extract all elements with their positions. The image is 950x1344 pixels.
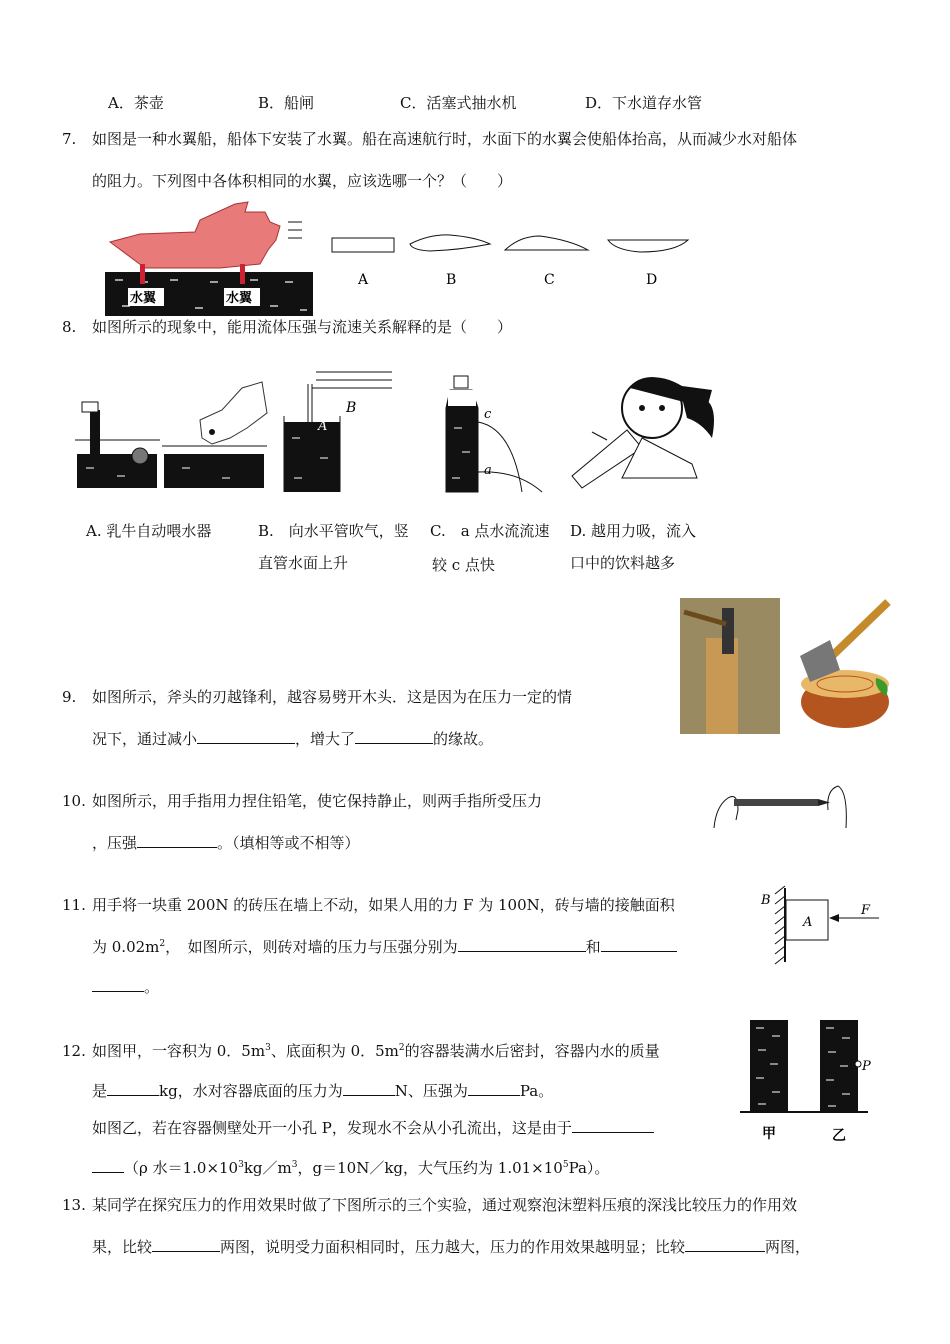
- q10-text1: 如图所示，用手指用力捏住铅笔，使它保持静止，则两手指所受压力: [92, 792, 543, 810]
- q11-blank-2b[interactable]: [92, 977, 144, 992]
- q12-blank-1[interactable]: [107, 1081, 159, 1096]
- q7-text1: 如图是一种水翼船，船体下安装了水翼。船在高速航行时，水面下的水翼会使船体抬高，从而减少水对船体: [92, 130, 798, 148]
- boat-hull: [110, 202, 280, 268]
- q12-sup1: 3: [265, 1043, 271, 1053]
- q7-line1: [62, 128, 797, 149]
- q12-blank-4b[interactable]: [92, 1158, 124, 1173]
- q12-text2b: kg，水对容器底面的压力为: [159, 1082, 343, 1100]
- label-yi: 乙: [832, 1128, 846, 1144]
- q12-text2d: Pa。: [519, 1082, 554, 1100]
- q11-text1: 用手将一块重 200N 的砖压在墙上不动，如果人用的力 F 为 100N，砖与墙的接触面积: [92, 896, 675, 914]
- q13-number: 13.: [62, 1196, 86, 1214]
- q9-blank-1[interactable]: [197, 729, 295, 744]
- q12-text4b: kg／m: [243, 1159, 292, 1177]
- q13-blank-1[interactable]: [152, 1237, 220, 1252]
- q9-text1: 如图所示，斧头的刃越锋利，越容易劈开木头．这是因为在压力一定的情: [92, 688, 573, 706]
- container-jia: [750, 1020, 788, 1112]
- q11-text2b: ， 如图所示，则砖对墙的压力与压强分别为: [165, 938, 458, 956]
- q12-text4c: ，g＝10N／kg，大气压约为 1.01×10: [297, 1159, 563, 1177]
- pencil-icon: [734, 799, 818, 806]
- q6-option-a: A．茶壶: [108, 94, 164, 112]
- q8-caption-d2: 口中的饮料越多: [570, 554, 676, 572]
- containers-figure: [738, 1016, 878, 1148]
- q13-text2a: 果，比较: [92, 1238, 153, 1256]
- foil-b-shape: [410, 235, 490, 251]
- hydrofoil-boat-figure: [100, 200, 700, 318]
- q9-line1: [62, 686, 572, 707]
- wing-label-1: 水翼: [130, 291, 157, 306]
- cow-feeder-figure: [75, 382, 267, 488]
- q9-blank-2[interactable]: [355, 729, 433, 744]
- q12-blank-3[interactable]: [468, 1081, 520, 1096]
- choice-b: B: [446, 272, 457, 288]
- q9-text2a: 况下，通过减小: [92, 730, 198, 748]
- q13-line1: [62, 1194, 797, 1215]
- label-a-tube: A: [318, 419, 328, 434]
- label-jia: 甲: [762, 1126, 776, 1142]
- q12-text4d: Pa）。: [568, 1159, 610, 1177]
- q10-line2: [92, 832, 360, 853]
- q8-number: 8.: [62, 318, 77, 336]
- q8-caption-b1: B. 向水平管吹气，竖: [258, 522, 409, 540]
- q11-text2c: 和: [585, 938, 601, 956]
- q11-number: 11.: [62, 896, 86, 914]
- q13-text1: 某同学在探究压力的作用效果时做了下图所示的三个实验，通过观察泡沫塑料压痕的深浅比较压力的作用效: [92, 1196, 798, 1214]
- q8-caption-b2: 直管水面上升: [258, 554, 349, 572]
- label-a: A: [803, 915, 813, 930]
- q12-text2a: 是: [92, 1082, 108, 1100]
- straw-blow-figure: [284, 372, 392, 492]
- q8-line1: [62, 316, 512, 337]
- q6-option-b: B．船闸: [258, 94, 315, 112]
- label-c: c: [484, 407, 492, 422]
- force-arrow-icon: [829, 914, 839, 922]
- container-yi: [820, 1020, 858, 1112]
- q12-text1c: 的容器装满水后密封，容器内水的质量: [404, 1042, 660, 1060]
- q7-line2: 的阻力。下列图中各体积相同的水翼，应该选哪一个？（ ）: [92, 172, 513, 190]
- q11-line2: [92, 936, 677, 957]
- q6-option-d: D．下水道存水管: [585, 94, 703, 112]
- pencil-fingers-figure: [708, 780, 853, 832]
- wing-label-2: 水翼: [226, 291, 253, 306]
- q8-caption-c2: 较 c 点快: [432, 556, 495, 574]
- axe-icon: [830, 602, 888, 658]
- q12-blank-2[interactable]: [343, 1081, 395, 1096]
- q10-number: 10.: [62, 792, 86, 810]
- q11-text2a: 为 0.02m: [92, 938, 160, 956]
- q10-text2a: ，压强: [92, 834, 138, 852]
- q12-text3: 如图乙，若在容器侧壁处开一小孔 P，发现水不会从小孔流出，这是由于: [92, 1119, 572, 1137]
- q12-text1b: 、底面积为 0．5m: [270, 1042, 399, 1060]
- q8-text1: 如图所示的现象中，能用流体压强与流速关系解释的是（ ）: [92, 318, 513, 336]
- q11-blank-1[interactable]: [458, 937, 586, 952]
- label-f: F: [861, 903, 871, 918]
- q12-sup3: 3: [238, 1160, 244, 1170]
- q9-number: 9.: [62, 688, 77, 706]
- q12-text2c: N、压强为: [394, 1082, 468, 1100]
- q8-caption-a: A. 乳牛自动喂水器: [86, 522, 212, 540]
- axe-photos: [680, 598, 895, 734]
- q12-line3: [92, 1117, 654, 1138]
- q9-line2: [92, 728, 493, 749]
- choice-d: D: [646, 272, 658, 288]
- q12-line1: [62, 1040, 660, 1061]
- label-b: B: [346, 400, 357, 416]
- q12-sup2: 2: [398, 1043, 405, 1053]
- q6-option-c: C．活塞式抽水机: [400, 94, 517, 112]
- q13-text2c: 两图，: [765, 1238, 811, 1256]
- q13-line2: [92, 1236, 810, 1257]
- q7-number: 7.: [62, 130, 77, 148]
- q9-text2b: ，增大了: [295, 730, 356, 748]
- bottle-jets-figure: [446, 376, 542, 492]
- label-b: B: [761, 893, 771, 908]
- hole-p: [855, 1061, 861, 1067]
- q11-sup: 2: [159, 939, 166, 949]
- q11-line3: [92, 976, 159, 997]
- foil-d-shape: [608, 240, 688, 252]
- brick-wall-figure: [755, 884, 890, 966]
- q12-blank-4a[interactable]: [572, 1118, 654, 1133]
- q12-line4: [92, 1157, 609, 1178]
- q12-sup5: 5: [562, 1160, 569, 1170]
- foil-c-shape: [505, 236, 588, 250]
- q8-caption-c1: C. a 点水流流速: [430, 522, 550, 540]
- q12-text4a: （ρ 水＝1.0×10: [124, 1159, 239, 1177]
- choice-c: C: [544, 272, 555, 288]
- foil-strut-1: [140, 264, 145, 284]
- q13-text2b: 两图，说明受力面积相同时，压力越大，压力的作用效果越明显；比较: [220, 1238, 686, 1256]
- q9-text2c: 的缘故。: [433, 730, 494, 748]
- q12-sup4: 3: [291, 1160, 298, 1170]
- q11-text3: 。: [144, 978, 160, 996]
- label-p: P: [862, 1059, 871, 1074]
- q11-line1: [62, 894, 675, 915]
- girl-drinking-figure: [572, 377, 714, 488]
- foil-strut-2: [240, 264, 245, 284]
- q12-line2: [92, 1080, 553, 1101]
- q10-text2b: 。（填相等或不相等）: [217, 834, 360, 852]
- choice-a: A: [358, 272, 369, 288]
- q13-blank-2[interactable]: [685, 1237, 765, 1252]
- q8-caption-d1: D. 越用力吸，流入: [570, 522, 697, 540]
- q10-line1: [62, 790, 542, 811]
- q12-text1a: 如图甲，一容积为 0．5m: [92, 1042, 266, 1060]
- q12-number: 12.: [62, 1042, 86, 1060]
- label-a: a: [484, 463, 492, 478]
- q10-blank[interactable]: [137, 833, 217, 848]
- foil-a-shape: [332, 238, 394, 252]
- flow-pressure-figures: [72, 368, 722, 498]
- q11-blank-2a[interactable]: [601, 937, 677, 952]
